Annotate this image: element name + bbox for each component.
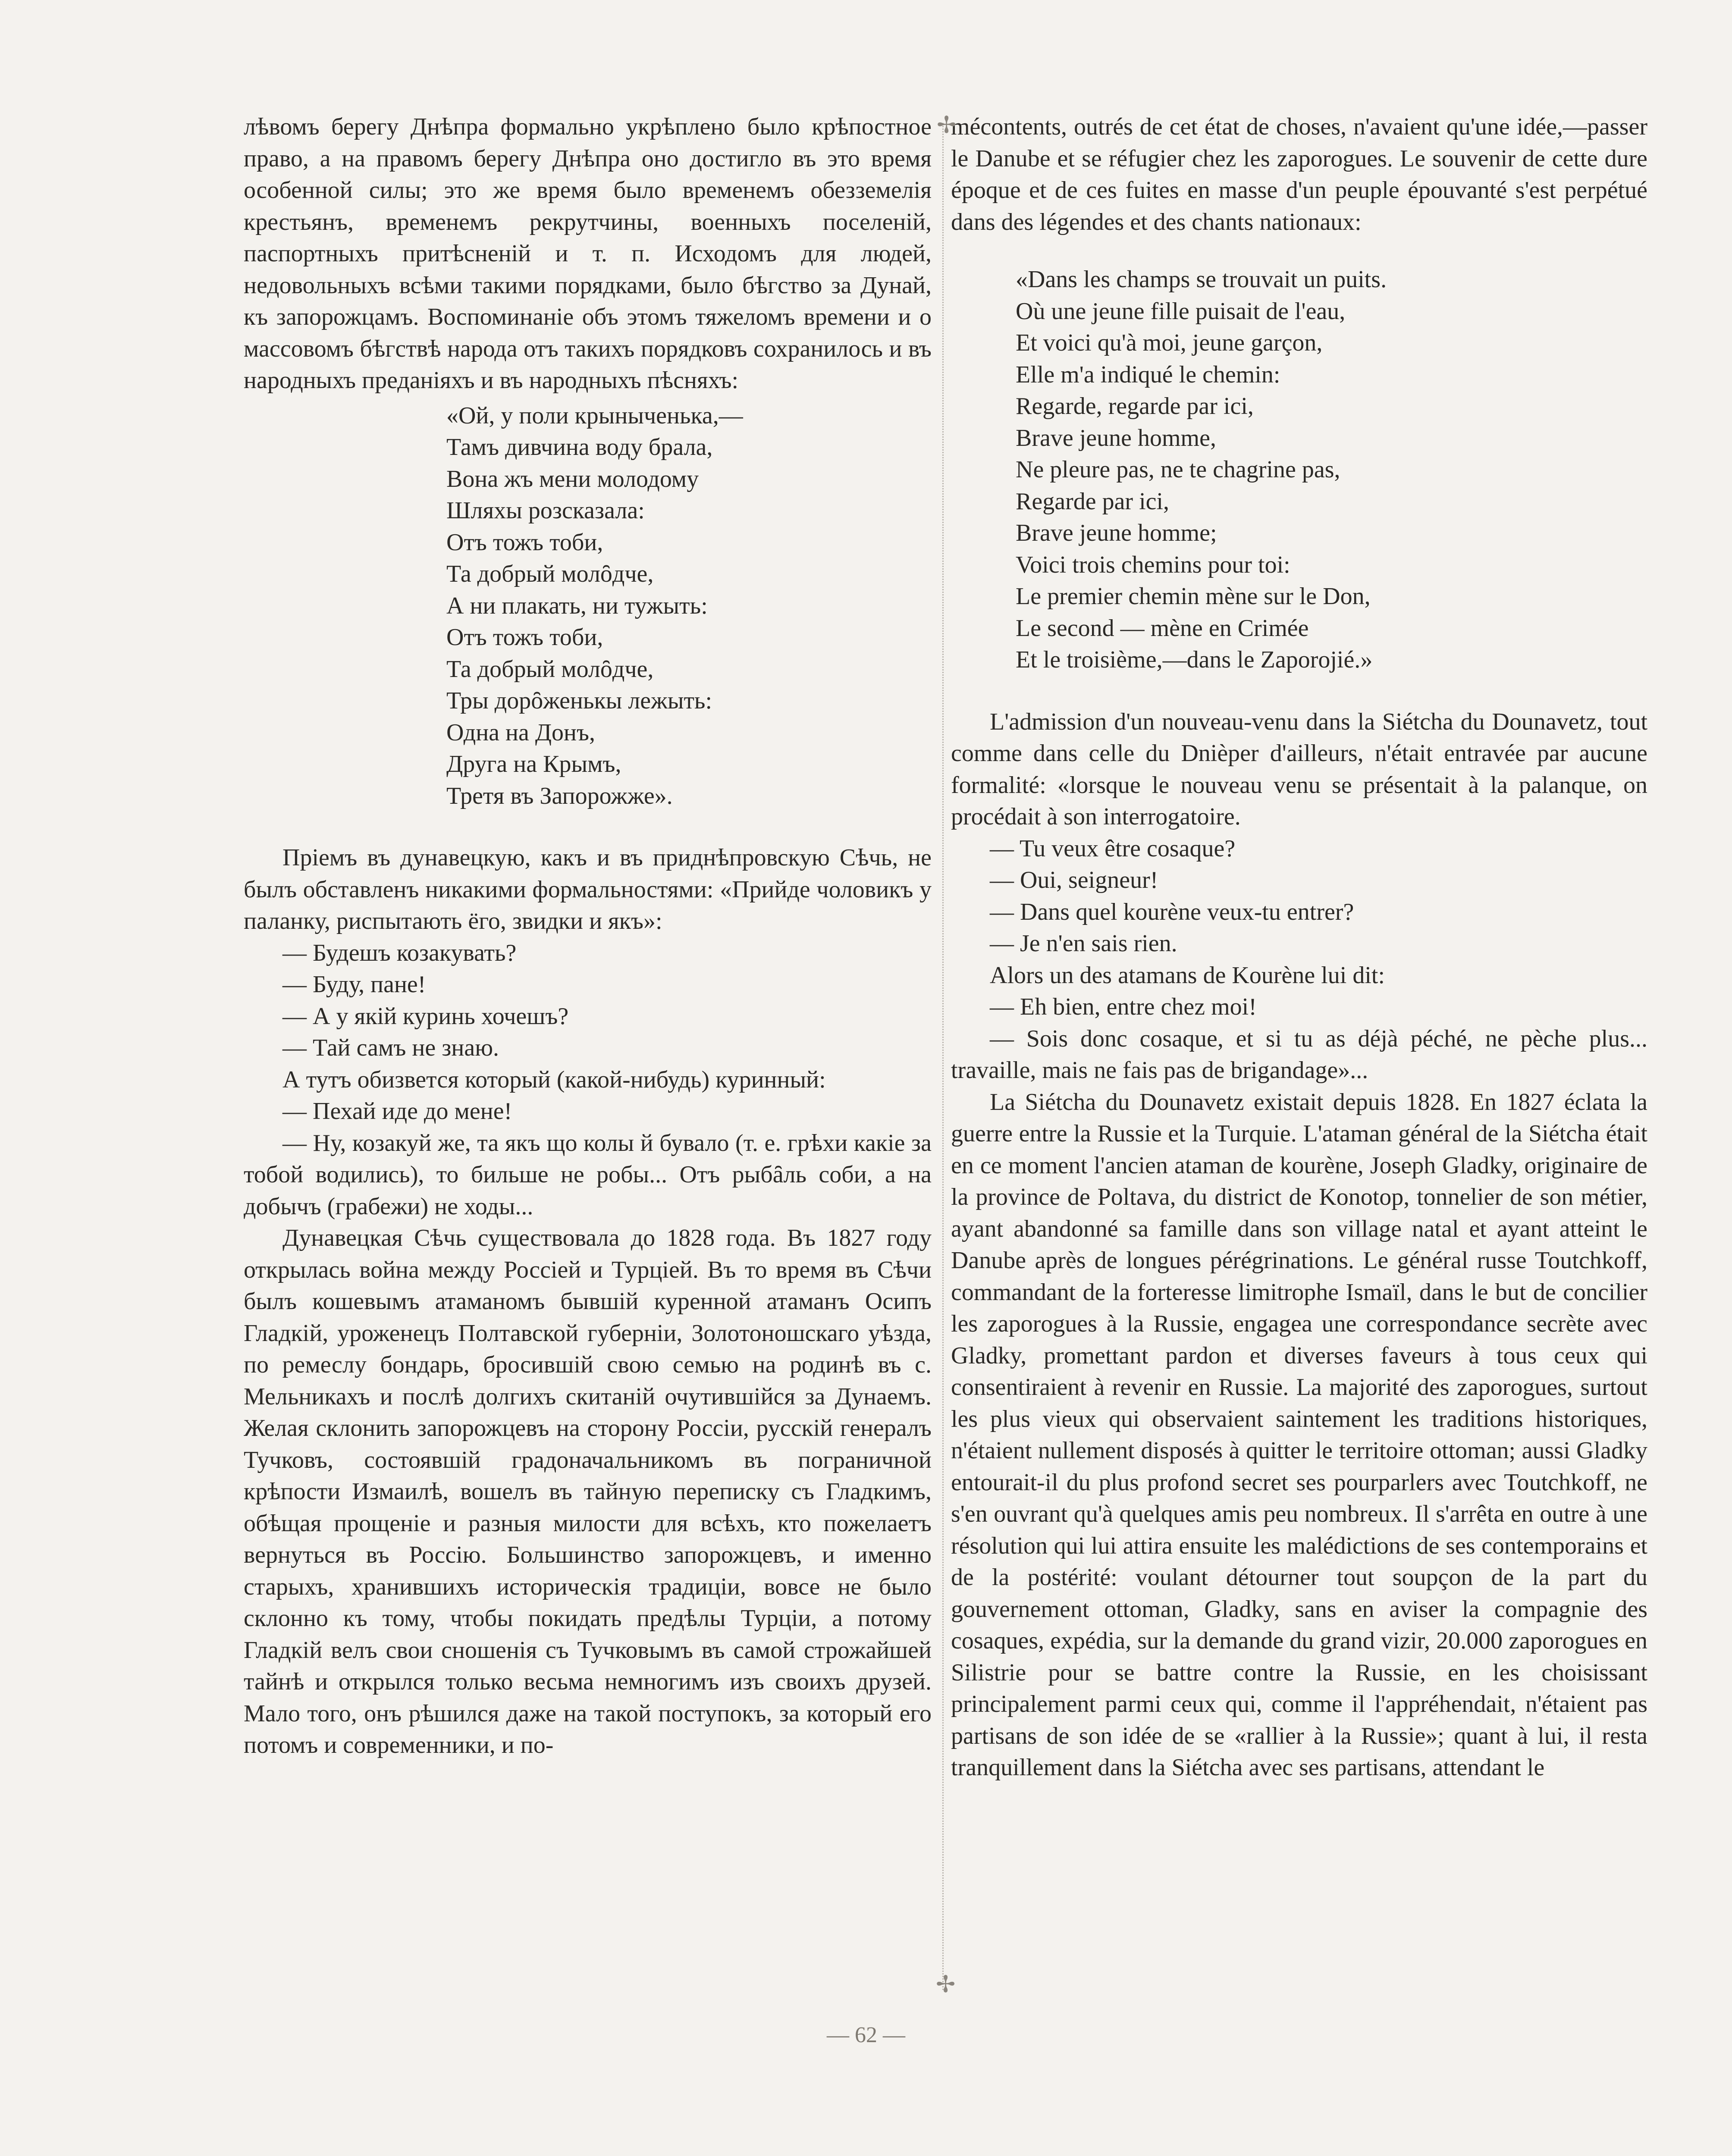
dialogue-line: — Будешъ козакувать?	[282, 939, 517, 966]
printer-mark-icon: ✢	[937, 112, 957, 138]
printer-mark-icon: ✢	[936, 1971, 956, 1997]
folk-song-verse	[244, 400, 932, 812]
french-text-column	[951, 111, 1647, 1784]
paragraph: L'admission d'un nouveau-venu dans la Siétcha du Dounavetz, tout comme dans celle du Dnièper d'ailleurs, n'était entravée par aucune formalité: «lorsque le nouveau venu se présentait à la palanque, on procédait à son interrogatoire.	[951, 708, 1647, 830]
verse-line: Où une jeune fille puisait de l'eau,	[1016, 298, 1346, 325]
verse-line: Третя въ Запорожже».	[446, 782, 673, 809]
paragraph: А тутъ обизвется который (какой-нибудь) куринный:	[282, 1066, 826, 1093]
verse-line: Тамъ дивчина воду брала,	[446, 434, 713, 461]
verse-line: Одна на Донъ,	[446, 719, 595, 746]
dialogue-line: — А у якiй куринь хочешъ?	[282, 1003, 569, 1030]
dialogue-line: — Tu veux être cosaque?	[990, 835, 1236, 862]
dialogue-line: — Буду, пане!	[282, 971, 426, 998]
dialogue-line: — Je n'en sais rien.	[990, 930, 1177, 957]
verse-line: Шляхы розсказала:	[446, 497, 645, 524]
verse-line: А ни плакать, ни тужыть:	[446, 592, 708, 619]
verse-line: Regarde par ici,	[1016, 488, 1170, 515]
dialogue-line: — Тай самъ не знаю.	[282, 1034, 499, 1061]
paragraph: Дунавецкая Сѣчь существовала до 1828 года. Въ 1827 году открылась война между Россіей и Турціей. Въ то время въ Сѣчи былъ кошевымъ атаманомъ бывшій куренной атаманъ Осипъ Гладкій, уроженецъ Полтавской губерніи, Золотоношскаго уѣзда, по ремеслу бондарь, бросившій свою семью на родинѣ въ с. Мельникахъ и послѣ долгихъ скитаній очутившійся за Дунаемъ. Желая склонить запорожцевъ на сторону Россіи, русскій генералъ Тучковъ, состоявшій градоначальникомъ въ пограничной крѣпости Измаилѣ, вошелъ въ тайную переписку съ Гладкимъ, обѣщая прощеніе и разныя милости для всѣхъ, кто пожелаетъ вернуться въ Россію. Большинство запорожцевъ, и именно старыхъ, хранившихъ историческія традиціи, вовсе не было склонно къ тому, чтобы покидать предѣлы Турціи, а потому Гладкій велъ свои сношенія съ Тучковымъ въ самой строжайшей тайнѣ и открылся только весьма немногимъ изъ своихъ друзей. Мало того, онъ рѣшился даже на такой поступокъ, за который его потомъ и современники, и по-	[244, 1225, 932, 1758]
verse-line: Voici trois chemins pour toi:	[1016, 551, 1290, 578]
dialogue-line: — Oui, seigneur!	[990, 867, 1158, 893]
verse-line: Brave jeune homme,	[1016, 424, 1216, 451]
verse-line: Отъ тожъ тоби,	[446, 529, 603, 556]
verse-line: Друга на Крымъ,	[446, 751, 621, 777]
verse-line: Та добрый молȏдче,	[446, 655, 654, 683]
verse-line: Отъ тожъ тоби,	[446, 624, 603, 651]
folk-song-verse	[951, 264, 1647, 676]
column-divider	[942, 123, 944, 1990]
verse-line: «Ой, у поли крыныченька,—	[446, 402, 743, 429]
verse-line: Et voici qu'à moi, jeune garçon,	[1016, 329, 1323, 356]
russian-text-column	[244, 111, 932, 1761]
dialogue-line: — Пехай иде до мене!	[282, 1098, 512, 1125]
dialogue-line: — Sois donc cosaque, et si tu as déjà péché, ne pèche plus... travaille, mais ne fais pas de brigandage»...	[951, 1025, 1647, 1084]
page-number: — 62 —	[827, 2023, 905, 2047]
verse-line: Brave jeune homme;	[1016, 520, 1217, 546]
verse-line: Вона жъ мени молодому	[446, 465, 699, 492]
verse-line: «Dans les champs se trouvait un puits.	[1016, 266, 1387, 293]
verse-line: Le premier chemin mène sur le Don,	[1016, 583, 1371, 610]
dialogue-line: — Eh bien, entre chez moi!	[990, 993, 1257, 1020]
dialogue-line: — Dans quel kourène veux-tu entrer?	[990, 898, 1354, 925]
dialogue-line: — Ну, козакуй же, та якъ що колы й бувало (т. е. грѣхи какіе за тобой водились), то бильше не робы... Отъ рыбȃль соби, а на добычъ (грабежи) не ходы...	[244, 1129, 932, 1220]
paragraph: mécontents, outrés de cet état de choses, n'avaient qu'une idée,—passer le Danube et se réfugier chez les zaporogues. Le souvenir de cette dure époque et de ces fuites en masse d'un peuple épouvanté s'est perpétué dans des légendes et des chants nationaux:	[951, 113, 1647, 235]
paragraph: La Siétcha du Dounavetz existait depuis 1828. En 1827 éclata la guerre entre la Russie et la Turquie. L'ataman général de la Siétcha était en ce moment l'ancien ataman de kourène, Joseph Gladky, originaire de la province de Poltava, du district de Konotop, tonnelier de son métier, ayant abandonné sa famille dans son village natal et ayant atteint le Danube après de longues pérégrinations. Le général russe Toutchkoff, commandant de la forteresse limitrophe Ismaïl, dans le but de concilier les zaporogues à la Russie, engagea une correspondance secrète avec Gladky, promettant pardon et diverses faveurs à tous ceux qui consentiraient à revenir en Russie. La majorité des zaporogues, surtout les plus vieux qui observaient saintement les traditions historiques, n'étaient nullement disposés à quitter le territoire ottoman; aussi Gladky entourait-il du plus profond secret ses pourparlers avec Toutchkoff, ne s'en ouvrant qu'à quelques amis peu nombreux. Il s'arrêta en outre à une résolution qui lui attira ensuite les malédictions de ses contemporains et de la postérité: voulant détourner tout soupçon de la part du gouvernement ottoman, Gladky, sans en aviser la compagnie des cosaques, expédia, sur la demande du grand vizir, 20.000 zaporogues en Silistrie pour se battre contre la Russie, en les choisissant principalement parmi ceux qui, comme il l'appréhendait, n'étaient pas partisans de son idée de se «rallier à la Russie»; quant à lui, il resta tranquillement dans la Siétcha avec ses partisans, attendant le	[951, 1088, 1648, 1781]
verse-line: Regarde, regarde par ici,	[1016, 393, 1254, 420]
verse-line: Et le troisième,—dans le Zaporojié.»	[1016, 646, 1373, 673]
paragraph: лѣвомъ берегу Днѣпра формально укрѣплено было крѣпостное право, а на правомъ берегу Днѣпра оно достигло въ это время особенной силы; это же время было временемъ обезземелія крестьянъ, временемъ рекрутчины, военныхъ поселеній, паспортныхъ притѣсненій и т. п. Исходомъ для людей, недовольныхъ всѣми такими порядками, было бѣгство за Дунай, къ запорожцамъ. Воспоминаніе объ этомъ тяжеломъ времени и о массовомъ бѣгствѣ народа отъ такихъ порядковъ сохранилось и въ народныхъ преданіяхъ и въ народныхъ пѣсняхъ:	[244, 113, 932, 394]
verse-line: Та добрый молȏдче,	[446, 561, 654, 587]
verse-line: Le second — mène en Crimée	[1016, 614, 1309, 642]
verse-line: Ne pleure pas, ne te chagrine pas,	[1016, 456, 1340, 483]
paragraph: Alors un des atamans de Kourène lui dit:	[990, 962, 1385, 989]
verse-line: Elle m'a indiqué le chemin:	[1016, 361, 1280, 388]
paragraph: Пріемъ въ дунавецкую, какъ и въ приднѣпровскую Сѣчь, не былъ обставленъ никакими формальностями: «Прийде чоловикъ у паланку, риспытають ёго, звидки и якъ»:	[244, 844, 932, 934]
verse-line: Тры дорȏженькы лежыть:	[446, 687, 712, 714]
